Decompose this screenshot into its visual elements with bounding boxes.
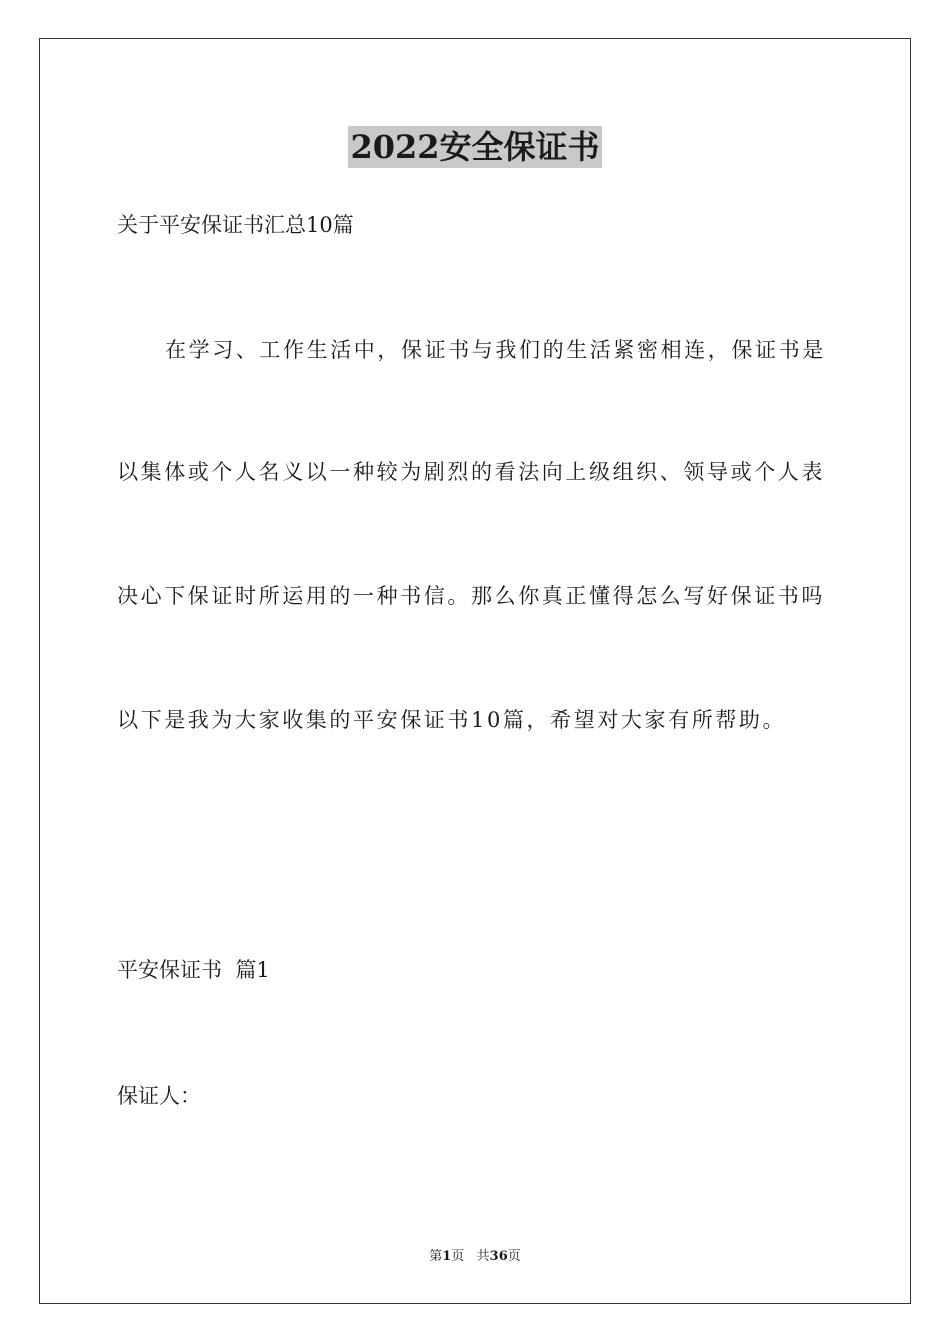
paragraph-line-3: 决心下保证时所运用的一种书信。那么你真正懂得怎么写好保证书吗 bbox=[117, 584, 825, 608]
paragraph-line-4: 以下是我为大家收集的平安保证书10篇，希望对大家有所帮助。 bbox=[117, 708, 787, 732]
paragraph-line-1: 在学习、工作生活中，保证书与我们的生活紧密相连，保证书是 bbox=[165, 338, 826, 362]
footer-current-page: 1 bbox=[442, 1249, 452, 1264]
page-footer bbox=[0, 1248, 950, 1266]
footer-suffix: 页 bbox=[507, 1249, 521, 1264]
guarantor-label: 保证人： bbox=[117, 1084, 201, 1108]
footer-mid: 页 共 bbox=[451, 1249, 490, 1264]
footer-prefix: 第 bbox=[429, 1249, 443, 1264]
document-title: 2022安全保证书 bbox=[350, 128, 600, 166]
footer-total-pages: 36 bbox=[489, 1249, 508, 1264]
section-heading: 平安保证书 篇1 bbox=[117, 958, 270, 982]
paragraph-line-2: 以集体或个人名义以一种较为剧烈的看法向上级组织、领导或个人表 bbox=[117, 460, 825, 484]
title-container bbox=[0, 126, 950, 168]
document-subtitle: 关于平安保证书汇总10篇 bbox=[117, 213, 354, 237]
